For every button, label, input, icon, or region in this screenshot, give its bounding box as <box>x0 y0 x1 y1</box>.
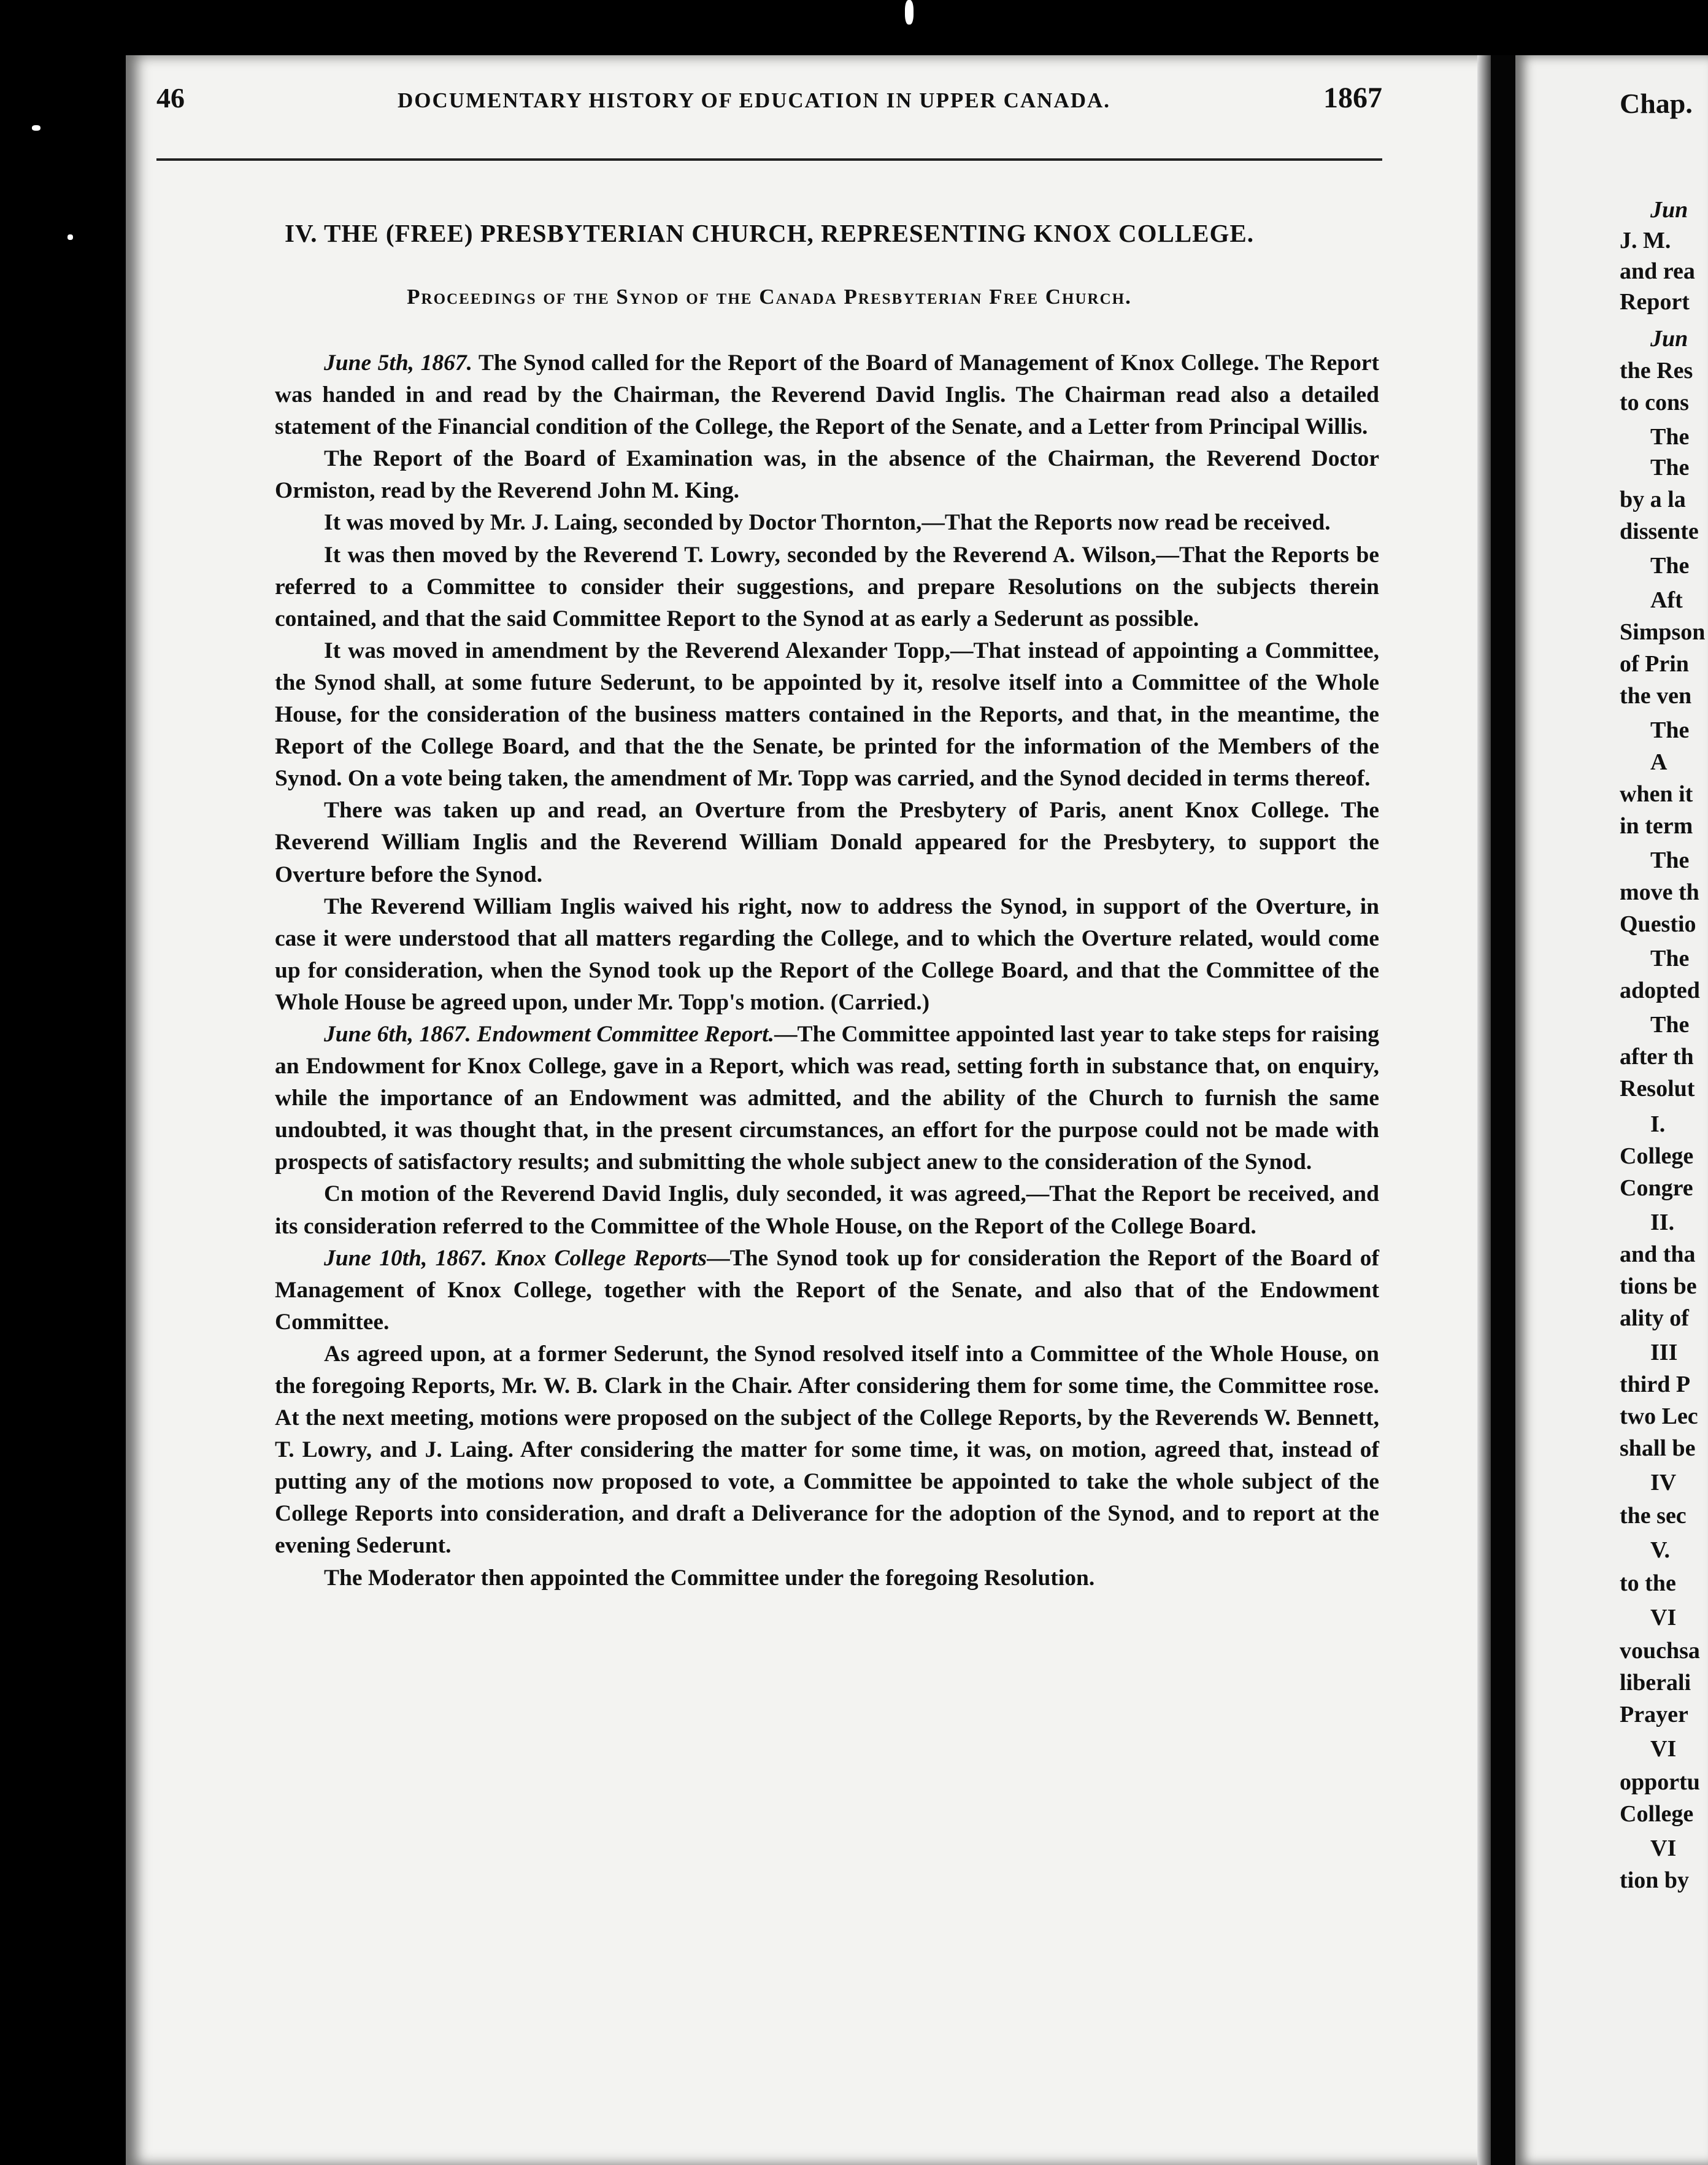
paragraph <box>275 1178 1379 1242</box>
facing-page-fragment: to the <box>1620 1570 1676 1596</box>
facing-page-fragment: The <box>1650 717 1690 743</box>
facing-page-fragment: the Res <box>1620 358 1693 384</box>
facing-page-fragment: in term <box>1620 813 1693 839</box>
facing-page-fragment: tion by <box>1620 1867 1689 1893</box>
facing-page-fragment: by a la <box>1620 487 1686 512</box>
subheading: Proceedings of the Synod of the Canada Presbyterian Free Church. <box>407 285 1132 309</box>
facing-page-fragment: The <box>1650 847 1690 873</box>
facing-page-fragment: liberali <box>1620 1670 1691 1696</box>
facing-page-fragment: and tha <box>1620 1241 1696 1267</box>
facing-page-fragment: move th <box>1620 879 1699 905</box>
paragraph <box>275 1243 1379 1338</box>
facing-page-fragment: College <box>1620 1143 1694 1169</box>
facing-page-fragment: two Lec <box>1620 1403 1698 1429</box>
facing-page-fragment: III <box>1650 1340 1678 1365</box>
facing-page-fragment: adopted <box>1620 978 1700 1003</box>
running-year: 1867 <box>1323 82 1382 114</box>
paragraph-text: Cn motion of the Reverend David Inglis, duly seconded, it was agreed,—That the Report be received, and its consideration referred to the Committee of the Whole House, on the Report of the College Board. <box>275 1181 1379 1239</box>
paragraph <box>275 443 1379 507</box>
paragraph-text: The Reverend William Inglis waived his right, now to address the Synod, in support of the Overture, in case it were understood that all matters regarding the College, and to which the Overture related, would come up for consideration, when the Synod took up the Report of the College Board, and that the Committee of the Whole House be agreed upon, under Mr. Topp's motion. (Carried.) <box>275 893 1379 1015</box>
facing-page-fragment: VI <box>1650 1835 1677 1861</box>
facing-page-fragment: shall be <box>1620 1435 1696 1461</box>
section-title: IV. THE (FREE) PRESBYTERIAN CHURCH, REPRESENTING KNOX COLLEGE. <box>284 219 1255 247</box>
facing-page-fragment: dissente <box>1620 519 1699 544</box>
facing-page-fragment: V. <box>1650 1537 1671 1563</box>
facing-page-fragment: The <box>1650 424 1690 450</box>
facing-page-fragment: A <box>1650 749 1668 775</box>
facing-page-fragment: Aft <box>1650 587 1683 613</box>
paragraph <box>275 539 1379 635</box>
body-text <box>275 347 1379 1594</box>
facing-page-fragment: VI <box>1650 1736 1677 1762</box>
facing-page-header: Chap. <box>1620 88 1693 119</box>
scan-speck <box>32 125 40 131</box>
facing-page-fragment: The <box>1650 455 1690 480</box>
facing-page-fragment: Simpson <box>1620 619 1706 645</box>
facing-page-fragment: J. M. <box>1620 228 1671 253</box>
paragraph-text: The Synod called for the Report of the Board of Management of Knox College. The Report was handed in and read by the Chairman, the Reverend David Inglis. The Chairman read also a detailed statement of the Financial condition of the College, the Report of the Senate, and a Letter from Principal Willis. <box>275 350 1379 440</box>
paragraph-date: June 6th, 1867. Endowment Committee Report. <box>324 1021 774 1047</box>
paragraph <box>275 795 1379 890</box>
scan-speck <box>905 0 914 25</box>
facing-page-fragment: I. <box>1650 1111 1666 1137</box>
facing-page-fragment: when it <box>1620 781 1693 807</box>
facing-page-fragment: Prayer <box>1620 1702 1688 1727</box>
paragraph-text: It was then moved by the Reverend T. Lowry, seconded by the Reverend A. Wilson,—That the Reports be referred to a Committee to consider their suggestions, and prepare Resolutions on the subjects therein contained, and that the said Committee Report to the Synod at as early a Sederunt as possible. <box>275 542 1379 631</box>
paragraph-text: The Moderator then appointed the Committee under the foregoing Resolution. <box>324 1565 1095 1591</box>
facing-page-fragment: tions be <box>1620 1273 1697 1299</box>
paragraph <box>275 507 1379 539</box>
page-edge <box>1477 55 1491 2165</box>
paragraph-date: June 10th, 1867. Knox College Reports <box>324 1245 707 1271</box>
paragraph-text: There was taken up and read, an Overture from the Presbytery of Paris, anent Knox College. The Reverend William Inglis and the Reverend William Donald appeared for the Presbytery, to support the Overture before the Synod. <box>275 798 1379 887</box>
facing-page-fragment: Jun <box>1650 197 1688 223</box>
facing-page-fragment: the ven <box>1620 683 1692 709</box>
paragraph-text: —The Committee appointed last year to take steps for raising an Endowment for Knox College, gave in a Report, which was read, setting forth in substance that, on enquiry, while the importance of an Endowment was admitted, and the ability of the Church to furnish the same undoubted, it was thought that, in the present circumstances, an effort for the purpose could not be made with prospects of satisfactory results; and submitting the whole subject anew to the consideration of the Synod. <box>275 1021 1379 1175</box>
paragraph-text: It was moved by Mr. J. Laing, seconded by Doctor Thornton,—That the Reports now read be received. <box>324 510 1331 536</box>
scan-speck <box>67 234 73 240</box>
facing-page-fragment: Questio <box>1620 911 1696 937</box>
paragraph-text: The Report of the Board of Examination was, in the absence of the Chairman, the Reverend Doctor Ormiston, read by the Reverend John M. King. <box>275 446 1379 504</box>
paragraph <box>275 1019 1379 1178</box>
facing-page-fragment: and rea <box>1620 258 1695 284</box>
paragraph <box>275 1562 1379 1594</box>
paragraph-date: June 5th, 1867. <box>324 350 472 376</box>
paragraph-text: As agreed upon, at a former Sederunt, the Synod resolved itself into a Committee of the Whole House, on the foregoing Reports, Mr. W. B. Clark in the Chair. After considering them for some time, the Committee rose. At the next meeting, motions were proposed on the subject of the College Reports, by the Reverends W. Bennett, T. Lowry, and J. Laing. After considering the matter for some time, it was, on motion, agreed that, instead of putting any of the motions now proposed to vote, a Committee be appointed to take the whole subject of the College Reports into consideration, and draft a Deliverance for the adoption of the Synod, and to report at the evening Sederunt. <box>275 1341 1379 1559</box>
facing-page <box>1515 55 1708 2165</box>
running-head <box>156 81 1382 115</box>
paragraph <box>275 347 1379 443</box>
facing-page-fragment: VI <box>1650 1605 1677 1631</box>
facing-page-fragment: Report <box>1620 289 1690 315</box>
facing-page-fragment: third P <box>1620 1372 1691 1397</box>
page-number: 46 <box>156 82 185 114</box>
paragraph-text: It was moved in amendment by the Reverend Alexander Topp,—That instead of appointing a Committee, the Synod shall, at some future Sederunt, to be appointed by it, resolve itself into a Committee of the Whole House, for the consideration of the business matters contained in the Reports, and that, in the meantime, the Report of the College Board, and that the the Senate, be printed for the information of the Members of the Synod. On a vote being taken, the amendment of Mr. Topp was carried, and the Synod decided in terms thereof. <box>275 638 1379 792</box>
facing-page-fragment: after th <box>1620 1044 1694 1070</box>
book-gutter <box>1491 55 1515 2165</box>
facing-page-fragment: vouchsa <box>1620 1638 1700 1664</box>
facing-page-fragment: Congre <box>1620 1175 1693 1201</box>
facing-page-fragment: opportu <box>1620 1769 1700 1795</box>
facing-page-fragment: IV <box>1650 1470 1677 1495</box>
book-title: DOCUMENTARY HISTORY OF EDUCATION IN UPPER CANADA. <box>397 88 1111 112</box>
facing-page-fragment: Resolut <box>1620 1076 1695 1102</box>
paragraph <box>275 891 1379 1019</box>
facing-page-fragment: Jun <box>1650 326 1688 352</box>
facing-page-fragment: the sec <box>1620 1503 1687 1529</box>
facing-page-fragment: College <box>1620 1801 1694 1827</box>
facing-page-fragment: The <box>1650 946 1690 971</box>
paragraph-text: —The Synod took up for consideration the Report of the Board of Management of Knox College, together with the Report of the Senate, and also that of the Endowment Committee. <box>275 1245 1379 1335</box>
facing-page-fragment: of Prin <box>1620 651 1689 677</box>
paragraph <box>275 635 1379 795</box>
facing-page-fragment: to cons <box>1620 390 1689 415</box>
header-rule <box>156 158 1382 161</box>
facing-page-fragment: The <box>1650 553 1690 579</box>
facing-page-fragment: ality of <box>1620 1305 1689 1331</box>
facing-page-fragment: The <box>1650 1012 1690 1038</box>
facing-page-fragment: II. <box>1650 1210 1675 1235</box>
paragraph <box>275 1338 1379 1562</box>
